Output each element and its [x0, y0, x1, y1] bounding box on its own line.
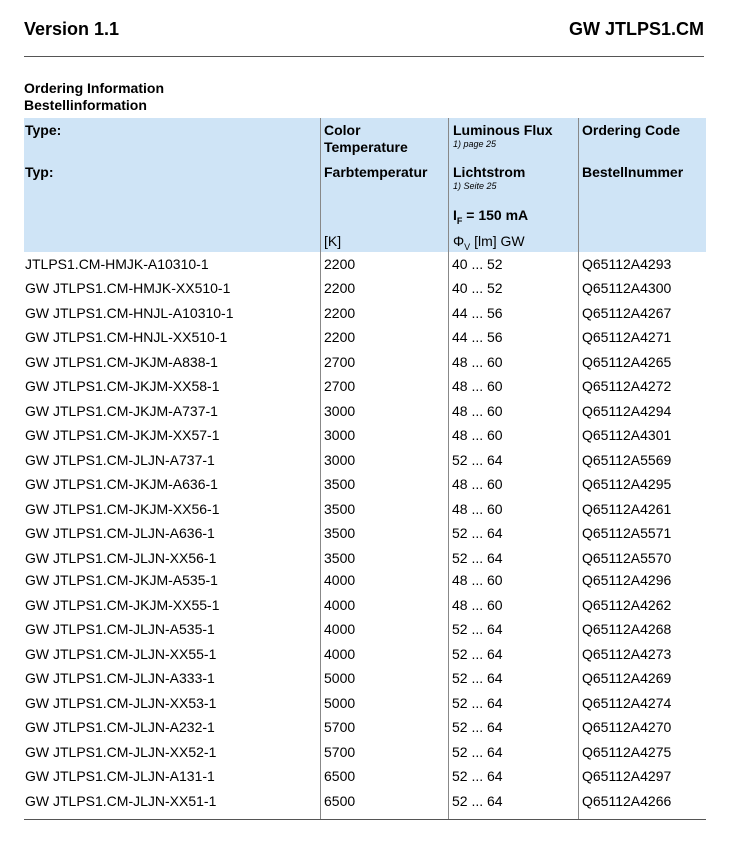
cell-type: GW JTLPS1.CM-HNJL-XX510-1 — [25, 329, 228, 345]
header-type-de: Typ: — [25, 164, 54, 180]
cell-ordering-code: Q65112A4274 — [582, 695, 672, 711]
cell-type: GW JTLPS1.CM-JLJN-XX56-1 — [25, 550, 217, 566]
header-flux-condition — [453, 207, 528, 230]
cell-type: GW JTLPS1.CM-JKJM-XX58-1 — [25, 378, 220, 394]
table-row — [24, 378, 706, 398]
table-row — [24, 501, 706, 521]
table-row — [24, 305, 706, 325]
cell-ordering-code: Q65112A4297 — [582, 768, 672, 784]
cell-type: GW JTLPS1.CM-HNJL-A10310-1 — [25, 305, 234, 321]
cell-type: GW JTLPS1.CM-JLJN-A232-1 — [25, 719, 215, 735]
cell-ordering-code: Q65112A4295 — [582, 476, 672, 492]
table-row — [24, 525, 706, 545]
unit-subscript: V — [464, 241, 471, 252]
header-flux-de-note: 1) Seite 25 — [453, 181, 497, 191]
cell-luminous-flux: 52 ... 64 — [452, 452, 503, 468]
header-code-en: Ordering Code — [582, 122, 681, 138]
cell-luminous-flux: 40 ... 52 — [452, 280, 503, 296]
cell-luminous-flux: 48 ... 60 — [452, 597, 503, 613]
cell-ordering-code: Q65112A4273 — [582, 646, 672, 662]
unit-symbol: Φ — [453, 233, 465, 249]
cell-ordering-code: Q65112A4262 — [582, 597, 672, 613]
cell-luminous-flux: 52 ... 64 — [452, 646, 503, 662]
cell-temperature: 6500 — [324, 768, 356, 784]
cell-type: JTLPS1.CM-HMJK-A10310-1 — [25, 256, 209, 272]
table-row — [24, 280, 706, 300]
cell-type: GW JTLPS1.CM-HMJK-XX510-1 — [25, 280, 231, 296]
part-number: GW JTLPS1.CM — [568, 19, 704, 39]
table-row — [24, 572, 706, 592]
cell-type: GW JTLPS1.CM-JKJM-A737-1 — [25, 403, 218, 419]
cell-temperature: 4000 — [324, 646, 356, 662]
condition-subscript: F — [456, 215, 463, 226]
page-header — [24, 19, 704, 45]
cell-luminous-flux: 52 ... 64 — [452, 621, 503, 637]
cell-temperature: 5000 — [324, 670, 356, 686]
cell-ordering-code: Q65112A4268 — [582, 621, 672, 637]
cell-ordering-code: Q65112A5570 — [582, 550, 672, 566]
table-row — [24, 550, 706, 570]
cell-type: GW JTLPS1.CM-JLJN-A131-1 — [25, 768, 215, 784]
header-code-de: Bestellnummer — [582, 164, 684, 180]
cell-temperature: 3500 — [324, 476, 356, 492]
cell-luminous-flux: 48 ... 60 — [452, 403, 503, 419]
table-row — [24, 403, 706, 423]
cell-temperature: 3500 — [324, 501, 356, 517]
cell-temperature: 4000 — [324, 572, 356, 588]
cell-temperature: 5700 — [324, 744, 356, 760]
header-flux-en: Luminous Flux — [453, 122, 553, 138]
cell-ordering-code: Q65112A4269 — [582, 670, 672, 686]
cell-luminous-flux: 48 ... 60 — [452, 501, 503, 517]
cell-ordering-code: Q65112A4266 — [582, 793, 672, 809]
cell-luminous-flux: 52 ... 64 — [452, 525, 503, 541]
condition-symbol: I — [453, 207, 457, 223]
cell-ordering-code: Q65112A4270 — [582, 719, 672, 735]
section-title — [24, 80, 164, 114]
cell-temperature: 4000 — [324, 621, 356, 637]
cell-luminous-flux: 52 ... 64 — [452, 768, 503, 784]
cell-luminous-flux: 48 ... 60 — [452, 354, 503, 370]
cell-type: GW JTLPS1.CM-JKJM-A535-1 — [25, 572, 218, 588]
header-flux-unit — [453, 233, 525, 255]
cell-luminous-flux: 52 ... 64 — [452, 670, 503, 686]
header-type — [24, 118, 320, 252]
cell-type: GW JTLPS1.CM-JLJN-A737-1 — [25, 452, 215, 468]
cell-ordering-code: Q65112A4275 — [582, 744, 672, 760]
cell-temperature: 5000 — [324, 695, 356, 711]
header-temp-en-1: Color — [324, 122, 361, 138]
cell-ordering-code: Q65112A4261 — [582, 501, 672, 517]
cell-temperature: 2700 — [324, 354, 356, 370]
section-title-en: Ordering Information — [24, 80, 164, 96]
cell-type: GW JTLPS1.CM-JKJM-XX56-1 — [25, 501, 220, 517]
header-type-en: Type: — [25, 122, 62, 138]
cell-ordering-code: Q65112A4294 — [582, 403, 672, 419]
cell-ordering-code: Q65112A4271 — [582, 329, 672, 345]
cell-luminous-flux: 52 ... 64 — [452, 695, 503, 711]
header-ordering-code — [578, 118, 706, 252]
cell-ordering-code: Q65112A5571 — [582, 525, 672, 541]
cell-type: GW JTLPS1.CM-JKJM-A636-1 — [25, 476, 218, 492]
table-row — [24, 768, 706, 788]
table-row — [24, 670, 706, 690]
cell-luminous-flux: 48 ... 60 — [452, 378, 503, 394]
cell-ordering-code: Q65112A4300 — [582, 280, 672, 296]
cell-type: GW JTLPS1.CM-JLJN-XX53-1 — [25, 695, 217, 711]
table-header — [24, 118, 706, 252]
cell-luminous-flux: 48 ... 60 — [452, 427, 503, 443]
cell-luminous-flux: 52 ... 64 — [452, 744, 503, 760]
cell-ordering-code: Q65112A4296 — [582, 572, 672, 588]
cell-temperature: 2700 — [324, 378, 356, 394]
cell-luminous-flux: 44 ... 56 — [452, 329, 503, 345]
table-row — [24, 744, 706, 764]
section-title-de: Bestellinformation — [24, 97, 147, 113]
header-temp-unit: [K] — [324, 233, 342, 249]
cell-ordering-code: Q65112A4272 — [582, 378, 672, 394]
cell-temperature: 5700 — [324, 719, 356, 735]
table-row — [24, 719, 706, 739]
cell-temperature: 2200 — [324, 256, 356, 272]
cell-temperature: 3000 — [324, 452, 356, 468]
cell-luminous-flux: 48 ... 60 — [452, 476, 503, 492]
cell-luminous-flux: 52 ... 64 — [452, 719, 503, 735]
cell-ordering-code: Q65112A5569 — [582, 452, 672, 468]
cell-ordering-code: Q65112A4267 — [582, 305, 672, 321]
header-temp-en-2: Temperature — [324, 139, 408, 155]
table-row — [24, 597, 706, 617]
document-version: Version 1.1 — [24, 19, 120, 39]
table-row — [24, 476, 706, 496]
table-bottom-rule — [24, 819, 706, 820]
cell-type: GW JTLPS1.CM-JKJM-XX57-1 — [25, 427, 220, 443]
cell-luminous-flux: 52 ... 64 — [452, 550, 503, 566]
cell-type: GW JTLPS1.CM-JLJN-A333-1 — [25, 670, 215, 686]
cell-luminous-flux: 52 ... 64 — [452, 793, 503, 809]
cell-ordering-code: Q65112A4293 — [582, 256, 672, 272]
table-row — [24, 329, 706, 349]
cell-temperature: 3500 — [324, 525, 356, 541]
cell-type: GW JTLPS1.CM-JLJN-XX51-1 — [25, 793, 217, 809]
cell-type: GW JTLPS1.CM-JKJM-A838-1 — [25, 354, 218, 370]
cell-ordering-code: Q65112A4265 — [582, 354, 672, 370]
table-row — [24, 621, 706, 641]
header-luminous-flux — [448, 118, 578, 252]
header-divider — [24, 56, 704, 57]
cell-temperature: 2200 — [324, 280, 356, 296]
cell-luminous-flux: 40 ... 52 — [452, 256, 503, 272]
cell-temperature: 4000 — [324, 597, 356, 613]
table-row — [24, 427, 706, 447]
cell-type: GW JTLPS1.CM-JLJN-XX55-1 — [25, 646, 217, 662]
table-row — [24, 646, 706, 666]
cell-type: GW JTLPS1.CM-JLJN-A636-1 — [25, 525, 215, 541]
table-row — [24, 695, 706, 715]
condition-value: = 150 mA — [462, 207, 529, 223]
cell-luminous-flux: 44 ... 56 — [452, 305, 503, 321]
unit-rest: [lm] GW — [470, 233, 525, 249]
cell-luminous-flux: 48 ... 60 — [452, 572, 503, 588]
header-flux-de: Lichtstrom — [453, 164, 526, 180]
cell-ordering-code: Q65112A4301 — [582, 427, 672, 443]
cell-type: GW JTLPS1.CM-JKJM-XX55-1 — [25, 597, 220, 613]
table-row — [24, 793, 706, 813]
cell-temperature: 2200 — [324, 329, 356, 345]
cell-temperature: 3000 — [324, 427, 356, 443]
table-row — [24, 452, 706, 472]
header-flux-en-note: 1) page 25 — [453, 139, 497, 149]
cell-temperature: 3500 — [324, 550, 356, 566]
header-temperature — [320, 118, 448, 252]
cell-type: GW JTLPS1.CM-JLJN-XX52-1 — [25, 744, 217, 760]
table-row — [24, 256, 706, 276]
cell-temperature: 2200 — [324, 305, 356, 321]
table-row — [24, 354, 706, 374]
cell-type: GW JTLPS1.CM-JLJN-A535-1 — [25, 621, 215, 637]
header-temp-de: Farbtemperatur — [324, 164, 428, 180]
cell-temperature: 3000 — [324, 403, 356, 419]
cell-temperature: 6500 — [324, 793, 356, 809]
